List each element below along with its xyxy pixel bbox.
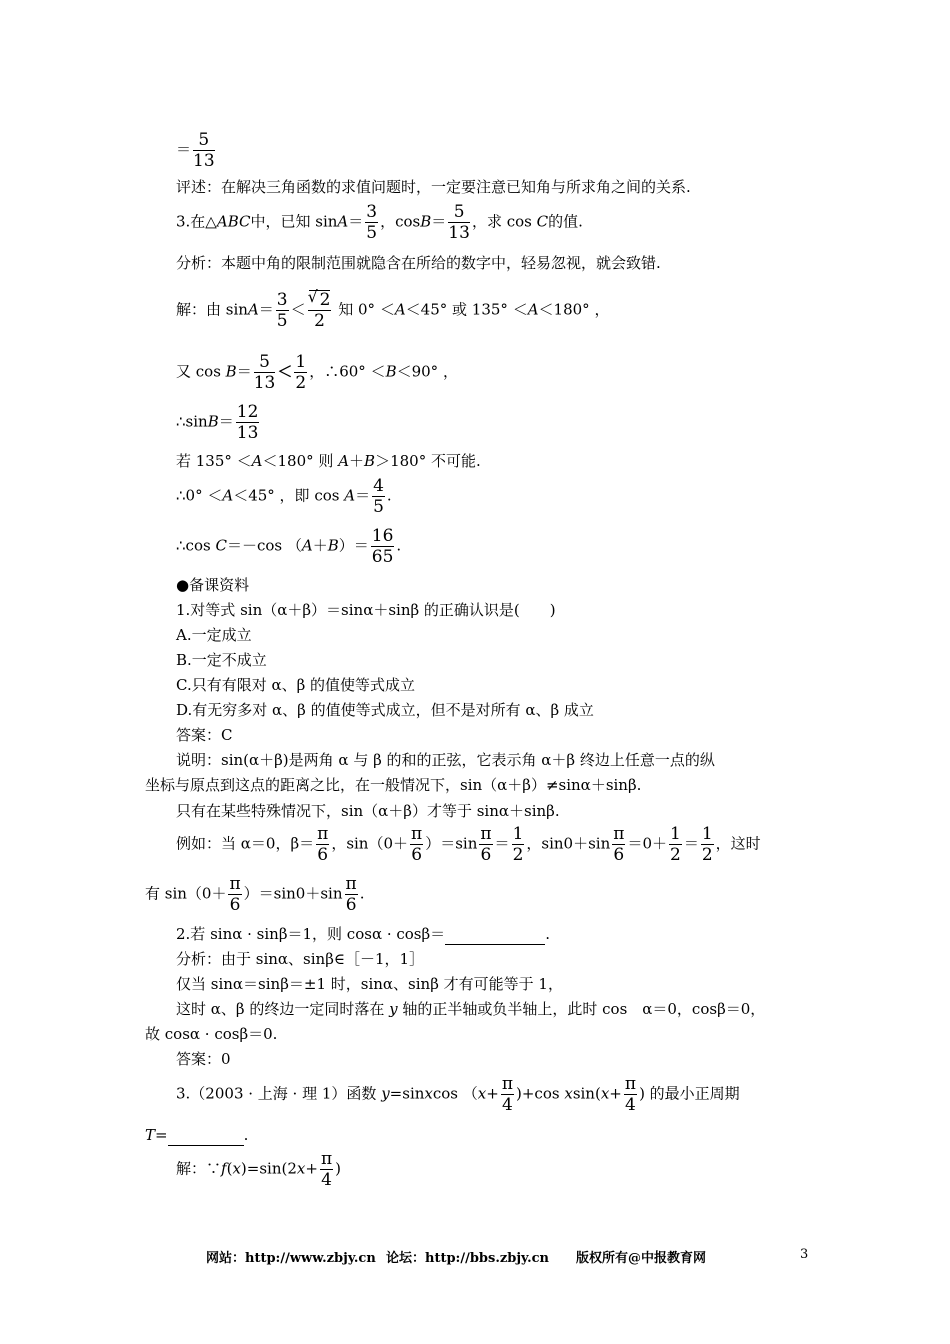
solution-line: 解：由 sinA＝ $\frac{3}{5}$ ＜ √ $\frac{2}{2}$ 知 0° ＜A＜45° 或 135° ＜A＜180° ， [176,290,609,331]
fraction: $\frac{5}{13}$ [448,202,470,243]
equals: ＝ [176,140,192,159]
comment-line: 评述：在解决三角函数的求值问题时，一定要注意已知角与所求角之间的关系. [176,178,691,196]
explanation-line: 说明：sin(α＋β)是两角 α 与 β 的和的正弦，它表示角 α＋β 终边上任意一点的纵 [176,751,715,769]
answer-blank [168,1129,244,1146]
fraction: $\frac{5}{13}$ [193,130,215,171]
solution-line: ∴0° ＜A＜45° ，即 cos A＝ $\frac{4}{5}$ . [176,476,392,517]
fraction: $\frac{1}{2}$ [295,352,307,393]
option-d: D.有无穷多对 α、β 的值使等式成立，但不是对所有 α、β 成立 [176,701,594,719]
footer-forum[interactable]: 论坛：http://bbs.zbjy.cn [386,1251,550,1266]
analysis-line: 分析：由于 sinα、sinβ∈［－1，1］ [176,950,425,968]
fraction: $\frac{1}{2}$ [512,824,524,865]
fraction: $\frac{\pi}{4}$ [320,1149,333,1190]
fraction: $\frac{12}{13}$ [236,402,259,443]
question-3-blank-line: T= . [145,1126,249,1144]
example-line: 有 sin（0＋ $\frac{\pi}{6}$ ）＝sin0＋sin $\frac{\pi}{6}$ . [145,874,365,915]
analysis-line: 这时 α、β 的终边一定同时落在 y 轴的正半轴或负半轴上，此时 cos α＝0，cosβ＝0， [176,1000,766,1018]
fraction: $\frac{1}{2}$ [701,824,713,865]
analysis-line: 仅当 sinα＝sinβ＝±1 时，sinα、sinβ 才有可能等于 1， [176,975,563,993]
answer-line: 答案：C [176,726,233,744]
question-3: 3.（2003 · 上海 · 理 1）函数 y=sinxcos （x+ $\frac{\pi}{4}$ )+cos xsin(x+ $\frac{\pi}{4}$ ) 的最小正周期 [176,1074,740,1115]
page-number: 3 [800,1247,809,1262]
option-c: C.只有有限对 α、β 的值使等式成立 [176,676,416,694]
fraction: $\frac{\pi}{6}$ [613,824,625,865]
explanation-line: 只有在某些特殊情况下，sin（α＋β）才等于 sinα＋sinβ. [176,802,560,820]
fraction: $\frac{\pi}{6}$ [229,874,241,915]
fraction: $\frac{\pi}{6}$ [345,874,357,915]
fraction: $\frac{\pi}{6}$ [411,824,423,865]
fraction: $\frac{4}{5}$ [373,476,384,517]
answer-line: 答案：0 [176,1050,231,1068]
footer-copyright: 版权所有@中报教育网 [576,1251,707,1266]
solution-line: 又 cos B＝ $\frac{5}{13}$ ＜ $\frac{1}{2}$ ，∴60° ＜B＜90° ， [176,352,458,393]
fraction: $\frac{3}{5}$ [276,290,288,331]
fraction: $\frac{3}{5}$ [366,202,378,243]
fraction: $\frac{16}{65}$ [371,526,394,567]
question-1: 1.对等式 sin（α＋β）＝sinα＋sinβ 的正确认识是( ) [176,601,556,619]
analysis-line: 分析：本题中角的限制范围就隐含在所给的数字中，轻易忽视，就会致错. [176,254,661,272]
fraction: $\frac{\pi}{6}$ [480,824,492,865]
fraction: $\frac{\pi}{6}$ [317,824,329,865]
solution-line: ∴sinB＝ $\frac{12}{13}$ [176,402,259,443]
fraction: $\frac{\pi}{4}$ [624,1074,637,1115]
problem-3: 3.在△ABC中，已知 sinA＝ $\frac{3}{5}$ ，cosB＝ $\frac{5}{13}$ ，求 cos C的值. [176,202,583,243]
fraction: $\frac{5}{13}$ [253,352,276,393]
option-b: B.一定不成立 [176,651,267,669]
question-2: 2.若 sinα · sinβ＝1，则 cosα · cosβ＝ . [176,925,550,943]
explanation-line: 坐标与原点到这点的距离之比，在一般情况下，sin（α＋β）≠sinα＋sinβ. [145,776,642,794]
result-line [176,130,217,171]
section-heading: ●备课资料 [176,576,250,594]
example-line: 例如：当 α＝0，β＝ $\frac{\pi}{6}$ ，sin（0＋ $\frac{\pi}{6}$ ）＝sin $\frac{\pi}{6}$ ＝ $\frac{1}{2}$ ，sin0＋sin $\frac{\pi}{6}$ ＝0＋ $\frac{1}{2}$ ＝ $\frac{1}{2}$ ，这时 [176,824,761,865]
answer-blank [445,928,545,945]
solution-line: ∴cos C＝－cos （A＋B）＝ $\frac{16}{65}$ . [176,526,402,567]
analysis-line: 故 cosα · cosβ＝0. [145,1025,278,1043]
footer-website[interactable]: 网站：http://www.zbjy.cn [206,1251,376,1266]
option-a: A.一定成立 [176,626,252,644]
solution-line: 解：∵f(x)=sin(2x+ $\frac{\pi}{4}$ ) [176,1149,341,1190]
solution-line: 若 135° ＜A＜180° 则 A＋B＞180° 不可能. [176,452,481,470]
fraction: $\frac{1}{2}$ [669,824,681,865]
fraction: $\frac{\pi}{4}$ [501,1074,514,1115]
fraction: √ $\frac{2}{2}$ [308,290,332,331]
